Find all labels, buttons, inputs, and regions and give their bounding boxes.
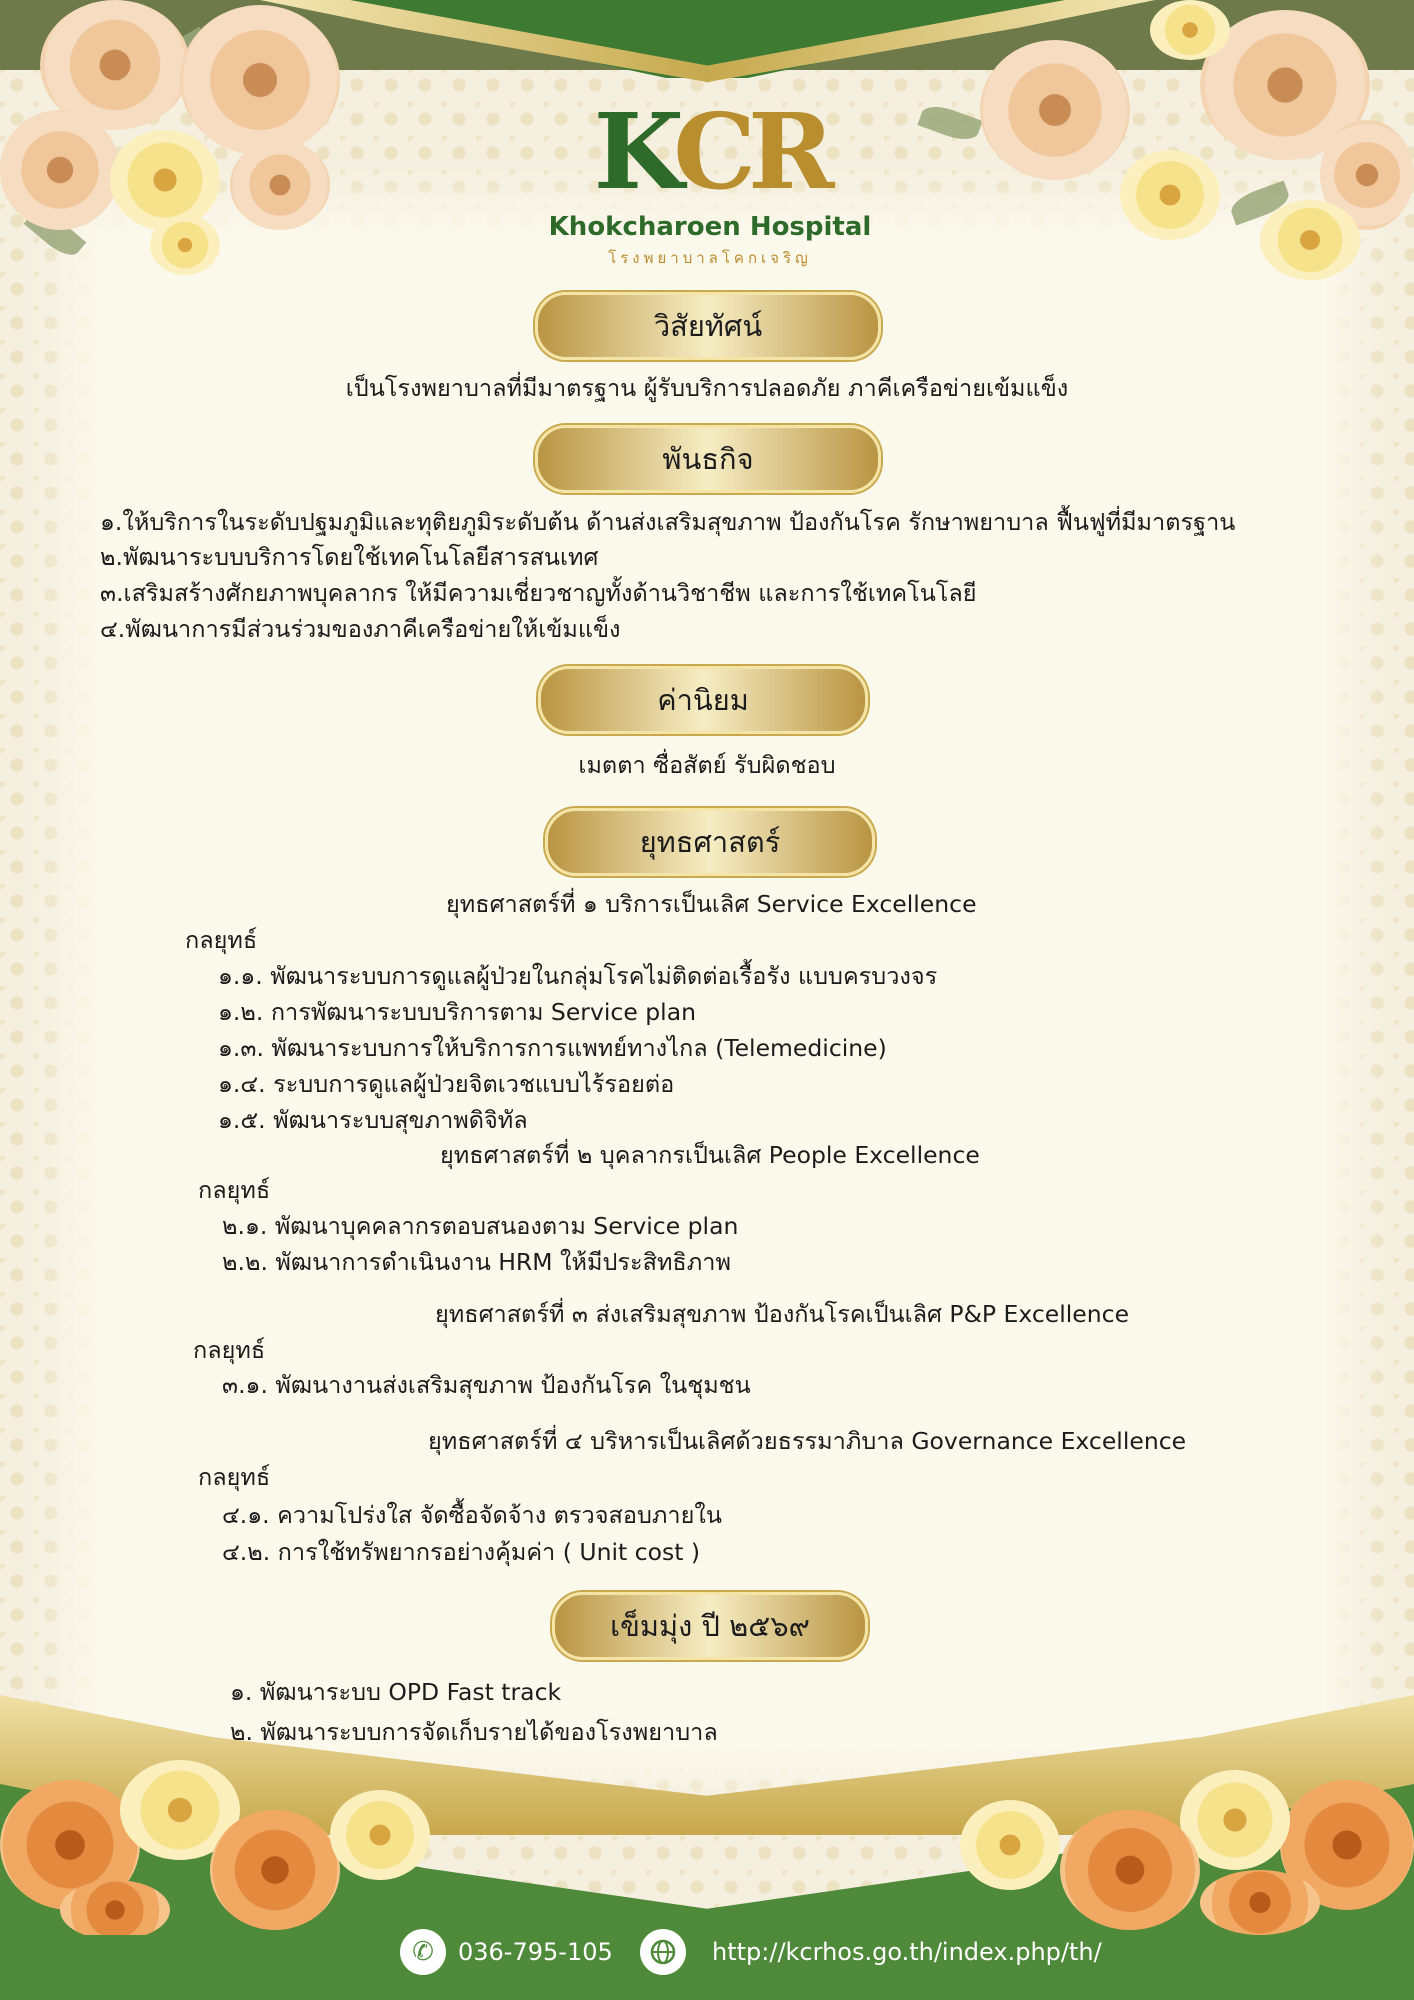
- flower-decoration: [180, 5, 340, 155]
- vision-text: เป็นโรงพยาบาลที่มีมาตรฐาน ผู้รับบริการปลอดภัย ภาคีเครือข่ายเข้มแข็ง: [345, 374, 1069, 402]
- flower-decoration: [980, 40, 1130, 180]
- flower-decoration: [330, 1790, 430, 1880]
- goals-banner: เข็มมุ่ง ปี ๒๕๖๙: [552, 1592, 868, 1660]
- flower-decoration: [230, 140, 330, 230]
- flower-decoration: [1120, 150, 1220, 240]
- phone-icon: ✆: [400, 1929, 446, 1975]
- logo-letter-c: C: [673, 90, 748, 213]
- hospital-logo: [540, 90, 880, 280]
- logo-letter-k: K: [593, 90, 674, 213]
- goal-item: ๒. พัฒนาระบบการจัดเก็บรายได้ของโรงพยาบาล: [230, 1718, 718, 1746]
- tactic-item: ๑.๑. พัฒนาระบบการดูแลผู้ป่วยในกลุ่มโรคไม่ติดต่อเรื้อรัง แบบครบวงจร: [218, 962, 938, 990]
- logo-letter-r: R: [747, 90, 827, 213]
- strategy-2-heading: ยุทธศาสตร์ที่ ๒ บุคลากรเป็นเลิศ People Excellence: [440, 1141, 980, 1169]
- vision-banner: วิสัยทัศน์: [535, 292, 881, 360]
- leaf-decoration: [917, 101, 982, 146]
- tactic-item: ๑.๓. พัฒนาระบบการให้บริการการแพทย์ทางไกล (Telemedicine): [218, 1034, 887, 1062]
- tactic-item: ๑.๒. การพัฒนาระบบบริการตาม Service plan: [218, 998, 696, 1026]
- footer-phone[interactable]: [400, 1928, 613, 1976]
- phone-number: 036-795-105: [458, 1938, 613, 1966]
- tactic-item: ๔.๑. ความโปร่งใส จัดซื้อจัดจ้าง ตรวจสอบภายใน: [222, 1501, 722, 1529]
- tactic-item: ๓.๑. พัฒนางานส่งเสริมสุขภาพ ป้องกันโรค ในชุมชน: [222, 1371, 751, 1399]
- flower-decoration: [1200, 1870, 1320, 1935]
- mission-item: ๔.พัฒนาการมีส่วนร่วมของภาคีเครือข่ายให้เข้มแข็ง: [100, 615, 621, 643]
- tactic-item: ๑.๔. ระบบการดูแลผู้ป่วยจิตเวชแบบไร้รอยต่อ: [218, 1070, 675, 1098]
- flower-decoration: [0, 110, 120, 230]
- flower-decoration: [110, 130, 220, 230]
- tactic-label: กลยุทธ์: [193, 1336, 266, 1364]
- footer-website[interactable]: [640, 1928, 1102, 1976]
- values-text: เมตตา ซื่อสัตย์ รับผิดชอบ: [578, 751, 836, 779]
- strategy-4-heading: ยุทธศาสตร์ที่ ๔ บริหารเป็นเลิศด้วยธรรมาภิบาล Governance Excellence: [428, 1427, 1187, 1455]
- tactic-item: ๒.๒. พัฒนาการดำเนินงาน HRM ให้มีประสิทธิภาพ: [222, 1248, 731, 1276]
- mission-banner: พันธกิจ: [535, 425, 881, 493]
- flower-decoration: [60, 1880, 170, 1940]
- strategy-1-heading: ยุทธศาสตร์ที่ ๑ บริการเป็นเลิศ Service Excellence: [446, 890, 977, 918]
- logo-mark: [540, 90, 880, 213]
- tactic-label: กลยุทธ์: [198, 1176, 271, 1204]
- flower-decoration: [1260, 200, 1360, 280]
- flower-decoration: [210, 1810, 340, 1930]
- strategy-banner: ยุทธศาสตร์: [545, 808, 875, 876]
- strategy-3-heading: ยุทธศาสตร์ที่ ๓ ส่งเสริมสุขภาพ ป้องกันโรคเป็นเลิศ P&P Excellence: [435, 1300, 1130, 1328]
- mission-item: ๑.ให้บริการในระดับปฐมภูมิและทุติยภูมิระดับต้น ด้านส่งเสริมสุขภาพ ป้องกันโรค รักษาพยาบาล ฟื้นฟูที่มีมาตรฐาน: [100, 508, 1236, 536]
- flower-decoration: [960, 1800, 1060, 1890]
- globe-icon: [640, 1929, 686, 1975]
- hospital-name-en: Khokcharoen Hospital: [548, 212, 872, 242]
- values-banner: ค่านิยม: [538, 666, 868, 734]
- tactic-label: กลยุทธ์: [198, 1463, 271, 1491]
- mission-item: ๒.พัฒนาระบบบริการโดยใช้เทคโนโลยีสารสนเทศ: [100, 543, 599, 571]
- flower-decoration: [1150, 0, 1230, 60]
- flower-decoration: [150, 215, 220, 275]
- tactic-item: ๔.๒. การใช้ทรัพยากรอย่างคุ้มค่า ( Unit cost ): [222, 1538, 701, 1566]
- tactic-label: กลยุทธ์: [185, 926, 258, 954]
- flower-decoration: [1060, 1810, 1200, 1930]
- hospital-name-th: โรงพยาบาลโคกเจริญ: [608, 249, 812, 267]
- website-url[interactable]: http://kcrhos.go.th/index.php/th/: [712, 1938, 1102, 1966]
- mission-item: ๓.เสริมสร้างศักยภาพบุคลากร ให้มีความเชี่ยวชาญทั้งด้านวิชาชีพ และการใช้เทคโนโลยี: [100, 579, 977, 607]
- tactic-item: ๒.๑. พัฒนาบุคคลากรตอบสนองตาม Service plan: [222, 1212, 739, 1240]
- tactic-item: ๑.๕. พัฒนาระบบสุขภาพดิจิทัล: [218, 1106, 528, 1134]
- goal-item: ๑. พัฒนาระบบ OPD Fast track: [230, 1678, 562, 1706]
